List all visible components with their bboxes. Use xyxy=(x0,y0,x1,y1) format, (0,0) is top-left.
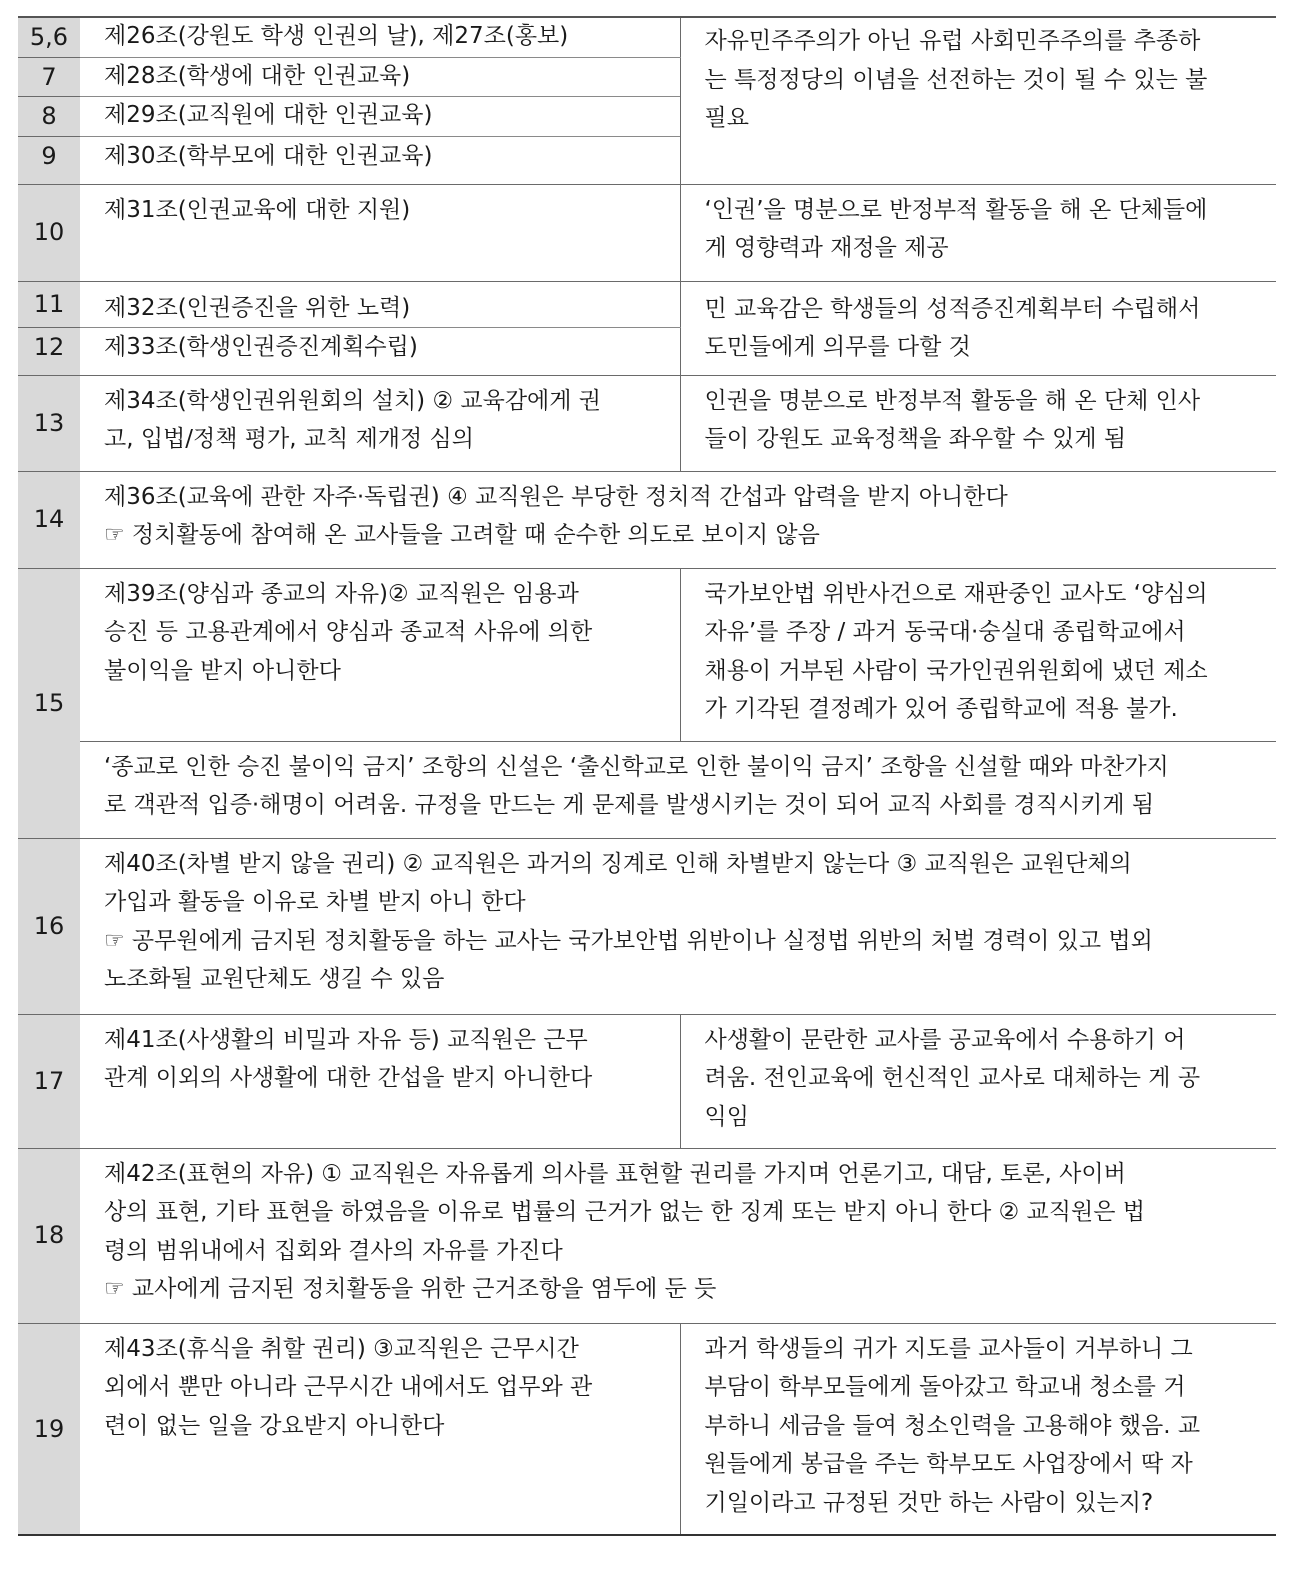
article-text xyxy=(80,838,1276,1014)
row-number: 17 xyxy=(18,1014,80,1148)
article-line: 제42조(표현의 자유) ① 교직원은 자유롭게 의사를 표현할 권리를 가지며 언론기고, 대담, 토론, 사이버 xyxy=(104,1160,1126,1187)
ordinance-comparison-table xyxy=(18,16,1276,1536)
comment-cell xyxy=(680,17,1276,184)
comment-cell xyxy=(680,1323,1276,1535)
article-text: 제26조(강원도 학생 인권의 날), 제27조(홍보) xyxy=(80,17,680,57)
comment-line: 들이 강원도 교육정책을 좌우할 수 있게 됨 xyxy=(704,426,1127,452)
table-row xyxy=(18,1014,1276,1148)
comment-line: 필요 xyxy=(704,105,749,131)
article-line: 령의 범위내에서 집회와 결사의 자유를 가진다 xyxy=(104,1237,563,1264)
article-line: 제34조(학생인권위원회의 설치) ② 교육감에게 권 xyxy=(104,387,602,414)
article-text xyxy=(80,1014,680,1148)
row-number: 16 xyxy=(18,838,80,1014)
comment-line: 사생활이 문란한 교사를 공교육에서 수용하기 어 xyxy=(704,1026,1186,1053)
row-number: 8 xyxy=(18,97,80,137)
article-line: 상의 표현, 기타 표현을 하였음을 이유로 법률의 근거가 없는 한 징계 또는 받지 아니 한다 ② 교직원은 법 xyxy=(104,1199,1145,1225)
article-line: 관계 이외의 사생활에 대한 간섭을 받지 아니한다 xyxy=(104,1065,593,1091)
comment-line: 려움. 전인교육에 헌신적인 교사로 대체하는 게 공 xyxy=(704,1065,1201,1091)
table-row xyxy=(18,1323,1276,1535)
article-line: 노조화될 교원단체도 생길 수 있음 xyxy=(104,966,445,992)
table-row xyxy=(18,184,1276,281)
row-number: 5,6 xyxy=(18,17,80,57)
row-number: 18 xyxy=(18,1148,80,1323)
comment-line: 부담이 학부모들에게 돌아갔고 학교내 청소를 거 xyxy=(704,1374,1186,1400)
article-line: 제39조(양심과 종교의 자유)② 교직원은 임용과 xyxy=(104,580,579,607)
table-row xyxy=(18,568,1276,741)
article-line: 제41조(사생활의 비밀과 자유 등) 교직원은 근무 xyxy=(104,1026,588,1053)
article-text: 제31조(인권교육에 대한 지원) xyxy=(80,184,680,281)
article-text: 제29조(교직원에 대한 인권교육) xyxy=(80,97,680,137)
comment-cell xyxy=(680,568,1276,741)
article-line: ☞ 정치활동에 참여해 온 교사들을 고려할 때 순수한 의도로 보이지 않음 xyxy=(104,522,820,548)
article-text: 제30조(학부모에 대한 인권교육) xyxy=(80,136,680,184)
comment-line: 국가보안법 위반사건으로 재판중인 교사도 ‘양심의 xyxy=(704,580,1208,607)
article-text: 제32조(인권증진을 위한 노력) xyxy=(80,281,680,327)
comment-cell xyxy=(680,375,1276,471)
comment-line: 민 교육감은 학생들의 성적증진계획부터 수립해서 xyxy=(704,295,1201,322)
comment-cell xyxy=(680,281,1276,375)
row-number: 13 xyxy=(18,375,80,471)
article-text xyxy=(80,471,1276,568)
article-line: 제36조(교육에 관한 자주·독립권) ④ 교직원은 부당한 정치적 간섭과 압력을 받지 아니한다 xyxy=(104,483,1008,510)
comment-line: 인권을 명분으로 반정부적 활동을 해 온 단체 인사 xyxy=(704,387,1201,414)
article-text: 제33조(학생인권증진계획수립) xyxy=(80,327,680,375)
comment-cell xyxy=(680,184,1276,281)
row-number: 11 xyxy=(18,281,80,327)
article-text: 제28조(학생에 대한 인권교육) xyxy=(80,57,680,97)
article-line: ☞ 공무원에게 금지된 정치활동을 하는 교사는 국가보안법 위반이나 실정법 위반의 처벌 경력이 있고 법외 xyxy=(104,927,1153,954)
article-line: 련이 없는 일을 강요받지 아니한다 xyxy=(104,1412,445,1439)
article-line: 제43조(휴식을 취할 권리) ③교직원은 근무시간 xyxy=(104,1335,579,1362)
comment-line: 게 영향력과 재정을 제공 xyxy=(704,235,949,261)
row-number: 15 xyxy=(18,568,80,838)
article-line: 불이익을 받지 아니한다 xyxy=(104,657,341,684)
comment-line: 기일이라고 규정된 것만 하는 사람이 있는지? xyxy=(704,1489,1154,1516)
comment-cell xyxy=(680,1014,1276,1148)
row-number: 14 xyxy=(18,471,80,568)
comment-line: 로 객관적 입증·해명이 어려움. 규정을 만드는 게 문제를 발생시키는 것이 되어 교직 사회를 경직시키게 됨 xyxy=(104,792,1155,818)
row-number: 12 xyxy=(18,327,80,375)
comparison-table-container xyxy=(18,16,1276,1536)
article-line: ☞ 교사에게 금지된 정치활동을 위한 근거조항을 염두에 둔 듯 xyxy=(104,1276,717,1302)
table-row xyxy=(18,281,1276,327)
comment-line: ‘종교로 인한 승진 불이익 금지’ 조항의 신설은 ‘출신학교로 인한 불이익 금지’ 조항을 신설할 때와 마찬가지 xyxy=(104,753,1169,780)
comment-line: 자유’를 주장 / 과거 동국대·숭실대 종립학교에서 xyxy=(704,619,1186,645)
comment-line: 익임 xyxy=(704,1103,749,1130)
article-line: 승진 등 고용관계에서 양심과 종교적 사유에 의한 xyxy=(104,619,593,645)
table-row xyxy=(18,17,1276,57)
comment-cell xyxy=(80,741,1276,838)
article-text xyxy=(80,1148,1276,1323)
article-line: 외에서 뿐만 아니라 근무시간 내에서도 업무와 관 xyxy=(104,1374,593,1400)
table-row xyxy=(18,838,1276,1014)
comment-line: 도민들에게 의무를 다할 것 xyxy=(704,334,971,360)
article-text xyxy=(80,1323,680,1535)
comment-line: 과거 학생들의 귀가 지도를 교사들이 거부하니 그 xyxy=(704,1335,1193,1362)
comment-line: ‘인권’을 명분으로 반정부적 활동을 해 온 단체들에 xyxy=(704,196,1208,223)
table-row xyxy=(18,741,1276,838)
article-line: 제40조(차별 받지 않을 권리) ② 교직원은 과거의 징계로 인해 차별받지 않는다 ③ 교직원은 교원단체의 xyxy=(104,850,1132,877)
article-line: 고, 입법/정책 평가, 교칙 제개정 심의 xyxy=(104,426,474,452)
row-number: 7 xyxy=(18,57,80,97)
row-number: 19 xyxy=(18,1323,80,1535)
article-text xyxy=(80,568,680,741)
comment-line: 부하니 세금을 들여 청소인력을 고용해야 했음. 교 xyxy=(704,1412,1201,1439)
comment-line: 는 특정정당의 이념을 선전하는 것이 될 수 있는 불 xyxy=(704,66,1208,93)
comment-line: 원들에게 봉급을 주는 학부모도 사업장에서 딱 자 xyxy=(704,1451,1193,1477)
row-number: 9 xyxy=(18,136,80,184)
comment-line: 자유민주주의가 아닌 유럽 사회민주주의를 추종하 xyxy=(704,28,1201,54)
row-number: 10 xyxy=(18,184,80,281)
comment-line: 가 기각된 결정례가 있어 종립학교에 적용 불가. xyxy=(704,696,1178,722)
table-row xyxy=(18,471,1276,568)
article-text xyxy=(80,375,680,471)
table-row xyxy=(18,375,1276,471)
article-line: 가입과 활동을 이유로 차별 받지 아니 한다 xyxy=(104,889,526,915)
comment-line: 채용이 거부된 사람이 국가인권위원회에 냈던 제소 xyxy=(704,657,1208,684)
table-row xyxy=(18,1148,1276,1323)
